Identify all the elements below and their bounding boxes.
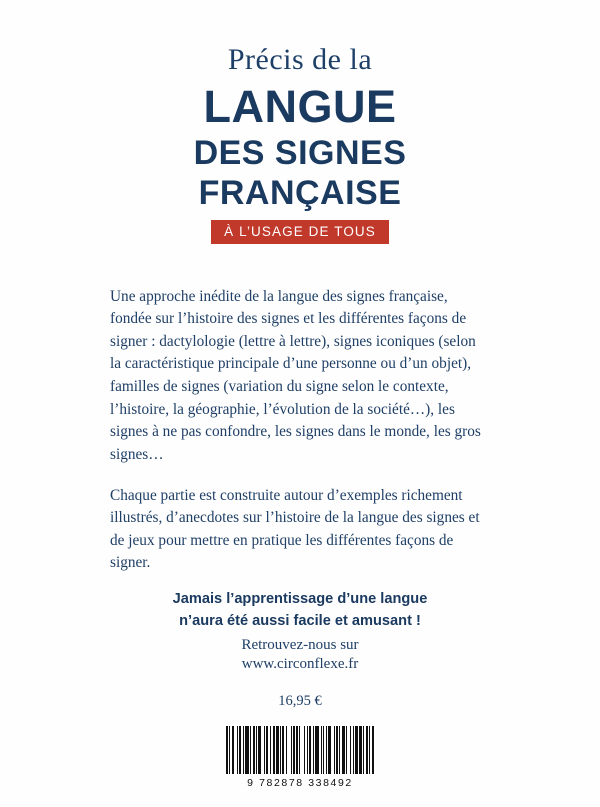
title-line-precis: Précis de la [227,43,373,76]
barcode-digits: 9 782878 338492 [247,777,353,789]
title-line-langue: LANGUE [203,80,397,132]
barcode-bars [226,726,374,774]
publisher-website[interactable]: www.circonflexe.fr [241,656,359,672]
subtitle-band: À L’USAGE DE TOUS [211,220,389,244]
barcode-block [226,726,374,789]
blurb-paragraph-1: Une approche inédite de la langue des signes française, fondée sur l’histoire des signes et les différentes façons de signer : dactylologie (lettre à lettre), signes iconiques (selon la caractéristique principale d’une personne ou d’un objet), familles de signes (variation du signe selon le contexte, l’histoire, la géographie, l’évolution de la société…), les signes à ne pas confondre, les signes dans le monde, les gros signes… [110,287,481,463]
follow-label: Retrouvez-nous sur [241,636,359,653]
tagline [110,589,490,632]
price-label: 16,95 € [278,693,322,709]
tagline-line-2: n’aura été aussi facile et amusant ! [179,612,421,629]
title-line-francaise: FRANÇAISE [198,173,402,212]
subtitle-band-wrapper [0,220,600,244]
blurb-paragraph-2: Chaque partie est construite autour d’exemples richement illustrés, d’anecdotes sur l’histoire de la langue des signes et de jeux pour mettre en pratique les différentes façons de signer. [110,486,480,572]
tagline-line-1: Jamais l’apprentissage d’une langue [172,591,428,607]
blurb-text [110,244,490,576]
title-line-des-signes: DES SIGNES [193,133,407,172]
title-block [0,0,600,244]
cover-footer [0,635,600,807]
